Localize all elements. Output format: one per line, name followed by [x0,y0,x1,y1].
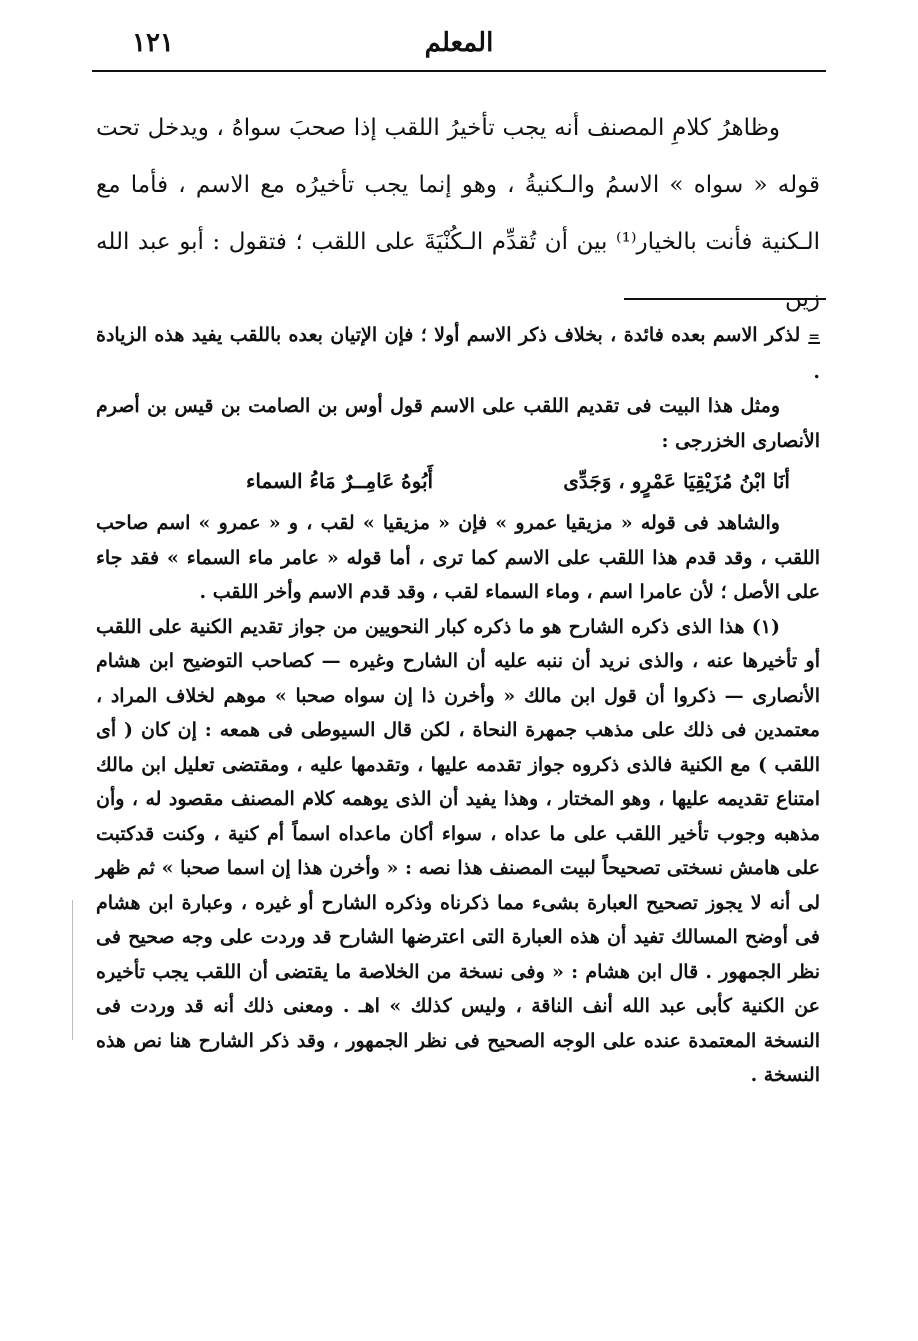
main-paragraph: وظاهرُ كلامِ المصنف أنه يجب تأخيرُ اللقب إذا صحبَ سواهُ ، ويدخل تحت قوله « سواه » الاسمُ والـكنيةُ ، وهو إنما يجب تأخيرُه مع الاسم ، فأما مع الـكنية فأنت بالخيار⁽¹⁾ بين أن تُقدِّم الـكُنْيَةَ على اللقب ؛ فتقول : أبو عبد الله زين [96,115,820,312]
main-text [96,100,820,328]
verse-first-hemistich: أنَا ابْنُ مُزَيْقِيَا عَمْرٍو ، وَجَدِّى [563,469,790,493]
page-number: ١٢١ [132,28,174,58]
running-title: المعلم [424,28,494,58]
footnotes [96,318,820,1093]
footnote-number: (١) [751,615,780,638]
footnote-1-text: هذا الذى ذكره الشارح هو ما ذكره كبار النحويين من جواز تقديم الكنية على اللقب أو تأخيرها عنه ، والذى نريد أن ننبه عليه أن الشارح وغيره — كصاحب التوضيح ابن هشام الأنصارى — ذكروا أن قول ابن مالك « وأخرن ذا إن سواه صحبا » موهم لخلاف المراد ، معتمدين فى ذلك على مذهب جمهرة النحاة ، لكن قال السيوطى فى همعه : إن كان ( أى اللقب ) مع الكنية فالذى ذكروه جواز تقدمه عليها ، وتقدمها عليه ، ومقتضى تعليل ابن مالك امتناع تقديمه عليها ، وهو المختار ، وهذا يفيد أن الذى يوهمه كلام المصنف مقصود له ، وأن مذهبه وجوب تأخير اللقب على ما عداه ، سواء أكان ماعداه اسماً أم كنية ، وكنت قدكتبت على هامش نسختى تصحيحاً لبيت المصنف هذا نصه : « وأخرن هذا إن اسما صحبا » ثم ظهر لى أنه لا يجوز تصحيح العبارة بشىء مما ذكرناه وذكره الشارح أو غيره ، وعبارة ابن هشام فى أوضح المسالك تفيد أن هذه العبارة التى اعترضها الشارح قد وردت على وجه صحيح فى نظر الجمهور . قال ابن هشام : « وفى نسخة من الخلاصة ما يقتضى أن اللقب يجب تأخيره عن الكنية كأبى عبد الله أنف الناقة ، وليس كذلك » اهـ . ومعنى ذلك أنه قد وردت فى النسخة المعتمدة عنده على الوجه الصحيح فى نظر الجمهور ، وقد ذكر الشارح هنا نص هذه النسخة . [96,615,820,1086]
footnote-continuation [96,318,820,389]
scan-margin-line [72,900,73,1040]
verse [96,458,820,506]
verse-intro: ومثل هذا البيت فى تقديم اللقب على الاسم قول أوس بن الصامت بن قيس بن أصرم الأنصارى الخزرجى : [96,395,820,452]
footnote-1 [96,610,820,1093]
footnote-separator [624,298,826,300]
continuation-text: لذكر الاسم بعده فائدة ، بخلاف ذكر الاسم أولا ؛ فإن الإتيان بعده باللقب يفيد هذه الزيادة . [96,324,820,383]
verse-second-hemistich: أَبُوهُ عَامِــرٌ مَاءُ السماء [246,469,434,493]
running-header [92,22,826,66]
continuation-marker: = [808,329,820,345]
verse-explanation: والشاهد فى قوله « مزيقيا عمرو » فإن « مزيقيا » لقب ، و « عمرو » اسم صاحب اللقب ، وقد قدم هذا اللقب على الاسم كما ترى ، أما قوله « عامر ماء السماء » فقد جاء على الأصل ؛ لأن عامرا اسم ، وماء السماء لقب ، وقد قدم الاسم وأخر اللقب . [96,512,820,603]
header-rule [92,70,826,72]
